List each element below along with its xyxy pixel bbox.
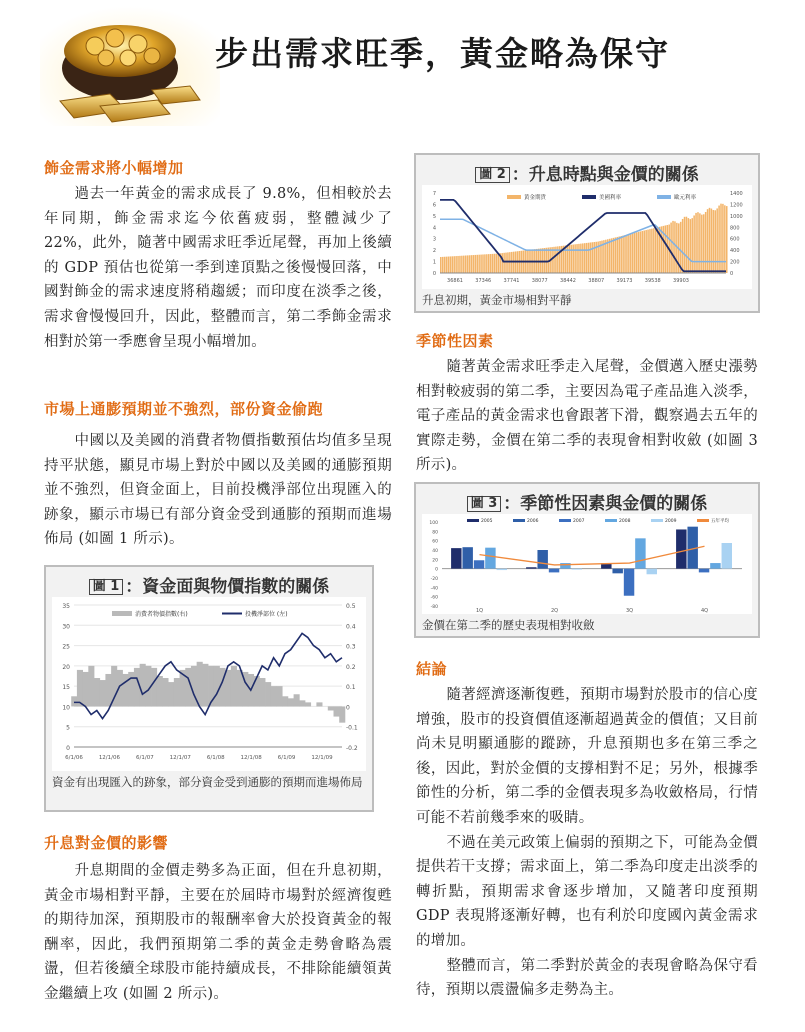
cpi-area-bar	[168, 682, 174, 706]
gold-futures-bar	[634, 233, 636, 273]
y-left-tick: 7	[432, 191, 436, 197]
cpi-area-bar	[282, 696, 288, 706]
x-tick: 2Q	[550, 608, 559, 614]
figure-number: 圖 3	[467, 496, 502, 512]
cpi-area-bar	[105, 674, 111, 706]
gold-futures-bar	[509, 252, 511, 273]
legend-label: 2008	[619, 519, 631, 524]
legend-label: 五年平均	[711, 519, 729, 524]
x-tick: 1Q	[475, 608, 484, 614]
y-right-tick: 0.1	[346, 684, 356, 692]
season-bar	[699, 569, 709, 573]
gold-futures-bar	[440, 257, 442, 273]
gold-futures-bar	[492, 254, 494, 273]
section-heading: 結論	[416, 660, 448, 678]
gold-futures-bar	[703, 214, 705, 273]
gold-futures-bar	[684, 217, 686, 273]
gold-futures-bar	[690, 219, 692, 273]
legend-label: 歐元利率	[674, 195, 697, 201]
fig3-chart	[422, 514, 752, 614]
gold-futures-bar	[607, 239, 609, 273]
legend-swatch	[507, 195, 521, 199]
section-paragraph: 隨著經濟逐漸復甦，預期市場對於股市的信心度增強，股市的投資價值逐漸超過黃金的價值；又目前尚未見明顯通膨的蹤跡，升息預期也多在第三季之後，因此，對於金價的支撐相對不足；另外，根據季節性的分析，第二季的金價表現多為收斂格局，行情可能不若前幾季來的吸睛。	[416, 687, 758, 826]
x-tick: 39903	[673, 278, 689, 284]
gold-futures-bar	[463, 256, 465, 273]
gold-futures-bar	[471, 255, 473, 273]
figure-title	[416, 489, 758, 514]
section-jewelry	[44, 157, 392, 354]
gold-futures-bar	[720, 204, 722, 273]
cpi-area-bar	[328, 706, 334, 710]
gold-futures-bar	[480, 255, 482, 273]
gold-futures-bar	[701, 215, 703, 273]
figure-caption: 升息初期，黃金市場相對平靜	[422, 293, 572, 307]
gold-futures-bar	[697, 212, 699, 273]
figure-title-text: ：季節性因素與金價的關係	[503, 494, 708, 514]
gold-futures-bar	[478, 255, 480, 273]
section-paragraph: 隨著黃金需求旺季走入尾聲，金價邁入歷史漲勢相對較疲弱的第二季，主要因為電子產品進入淡季，電子產品的黃金需求也會跟著下滑，觀察過去五年的實際走勢，金價在第二季的表現會相對收斂 (如圖 3 所示)。	[416, 359, 758, 474]
gold-futures-bar	[473, 255, 475, 273]
y-tick: -80	[430, 605, 438, 610]
x-tick: 6/1/09	[277, 755, 296, 761]
y-right-tick: -0.2	[346, 745, 358, 752]
season-bar	[676, 529, 686, 568]
x-tick: 38077	[531, 278, 548, 284]
y-left-tick: 30	[62, 623, 70, 631]
gold-futures-bar	[628, 234, 630, 273]
y-left-tick: 2	[432, 248, 436, 255]
y-right-tick: 0.5	[346, 603, 356, 610]
cpi-area-bar	[288, 698, 294, 706]
y-tick: 0	[435, 567, 438, 573]
section-heading: 季節性因素	[416, 332, 494, 350]
gold-futures-bar	[695, 213, 697, 273]
y-right-tick: 1200	[730, 202, 743, 209]
y-tick: 40	[432, 549, 438, 554]
gold-futures-bar	[605, 240, 607, 273]
figure-number: 圖 2	[475, 167, 510, 183]
gold-futures-bar	[617, 237, 619, 273]
y-left-tick: 10	[62, 704, 70, 712]
gold-futures-bar	[645, 230, 647, 273]
gold-futures-bar	[498, 254, 500, 273]
x-tick: 12/1/08	[240, 755, 262, 761]
gold-futures-bar	[450, 256, 452, 273]
section-conclusion	[416, 658, 758, 1003]
gold-futures-bar	[611, 238, 613, 273]
gold-futures-bar	[670, 223, 672, 273]
gold-futures-bar	[711, 209, 713, 273]
figure-title-text: ：升息時點與金價的關係	[511, 165, 699, 185]
gold-futures-bar	[655, 228, 657, 273]
legend-swatch	[559, 519, 571, 522]
gold-futures-bar	[476, 255, 478, 273]
page-title: 步出需求旺季，黃金略為保守	[215, 34, 670, 73]
gold-futures-bar	[582, 243, 584, 273]
y-left-tick: 5	[432, 213, 436, 220]
gold-futures-bar	[490, 254, 492, 273]
cpi-area-bar	[339, 706, 345, 722]
x-tick: 12/1/09	[311, 755, 333, 761]
x-tick: 39538	[644, 278, 661, 284]
legend-label: 美國利率	[599, 195, 622, 201]
section-paragraph: 升息期間的金價走勢多為正面，但在升息初期，黃金市場相對平靜，主要在於屆時市場對於經濟復甦的期待加深，預期股市的報酬率會大於投資黃金的報酬率，因此，我們預期第二季的黃金走勢會略為震盪，但若後續全球股市能持續成長，不排除能續領黃金繼續上攻 (如圖 2 所示)。	[44, 863, 392, 1002]
legend-swatch	[112, 611, 132, 616]
gold-futures-bar	[457, 256, 459, 273]
gold-futures-bar	[484, 254, 486, 273]
cpi-area-bar	[265, 682, 271, 706]
y-left-tick: 0	[432, 271, 436, 277]
legend-label: 投機淨部位 (左)	[245, 611, 288, 618]
cpi-area-bar	[225, 670, 231, 707]
gold-futures-bar	[496, 254, 498, 273]
legend-label: 2007	[573, 519, 585, 524]
gold-futures-bar	[503, 253, 505, 273]
gold-futures-bar	[482, 254, 484, 273]
gold-futures-bar	[622, 236, 624, 273]
figure-3	[414, 482, 760, 638]
gold-futures-bar	[594, 242, 596, 273]
gold-futures-bar	[572, 245, 574, 273]
gold-futures-bar	[578, 244, 580, 273]
gold-futures-bar	[569, 245, 571, 273]
y-right-tick: 200	[730, 259, 740, 266]
gold-futures-bar	[724, 205, 726, 273]
legend-swatch	[657, 195, 671, 199]
season-bar	[635, 538, 645, 568]
legend-label: 消費者物價指數(右)	[135, 611, 188, 618]
fig1-chart	[52, 597, 366, 771]
x-tick: 4Q	[700, 608, 709, 614]
legend-swatch	[582, 195, 596, 199]
gold-futures-bar	[469, 255, 471, 273]
x-tick: 38442	[560, 278, 576, 284]
section-heading: 升息對金價的影響	[44, 834, 169, 852]
gold-futures-bar	[488, 254, 490, 273]
figure-caption: 金價在第二季的歷史表現相對收斂	[422, 618, 595, 632]
gold-futures-bar	[726, 206, 728, 273]
y-right-tick: 600	[730, 236, 740, 243]
season-bar	[526, 567, 536, 568]
gold-futures-bar	[686, 217, 688, 273]
figure-caption: 資金有出現匯入的跡象，部分資金受到通膨的預期而進場佈局	[52, 775, 363, 789]
y-right-tick: 1000	[730, 213, 743, 220]
gold-futures-bar	[453, 256, 455, 273]
y-right-tick: 0	[346, 704, 350, 712]
section-paragraph: 整體而言，第二季對於黃金的表現會略為保守看待，預期以震盪偏多走勢為主。	[416, 957, 758, 999]
gold-futures-bar	[620, 236, 622, 273]
gold-futures-bar	[643, 231, 645, 273]
y-left-tick: 1	[432, 259, 436, 266]
cpi-area-bar	[157, 676, 163, 706]
y-tick: 100	[429, 521, 438, 526]
cpi-area-bar	[117, 670, 123, 707]
y-left-tick: 15	[62, 684, 70, 692]
gold-futures-bar	[507, 252, 509, 273]
y-left-tick: 6	[432, 202, 436, 209]
legend-swatch	[605, 519, 617, 522]
cpi-area-bar	[83, 672, 89, 706]
x-tick: 12/1/06	[98, 755, 121, 761]
x-tick: 6/1/08	[206, 755, 225, 761]
gold-futures-bar	[630, 234, 632, 273]
gold-futures-bar	[580, 244, 582, 273]
gold-futures-bar	[501, 253, 503, 273]
gold-futures-bar	[576, 244, 578, 273]
x-tick: 38807	[588, 278, 605, 284]
gold-futures-bar	[657, 227, 659, 273]
y-right-tick: 0.4	[346, 623, 356, 631]
season-bar	[612, 569, 622, 574]
season-bar	[549, 569, 559, 573]
fig2-chart	[422, 185, 752, 289]
gold-futures-bar	[590, 242, 592, 273]
cpi-area-bar	[151, 668, 157, 707]
gold-futures-bar	[486, 254, 488, 273]
gold-futures-bar	[592, 242, 594, 273]
five-year-average-line	[480, 546, 705, 565]
gold-futures-bar	[718, 206, 720, 273]
gold-futures-bar	[494, 254, 496, 273]
cpi-area-bar	[88, 666, 94, 707]
gold-futures-bar	[626, 235, 628, 273]
gold-futures-bar	[699, 213, 701, 273]
y-right-tick: 1400	[730, 191, 743, 197]
cpi-area-bar	[100, 680, 106, 706]
section-inflation	[44, 398, 392, 552]
legend-swatch	[651, 519, 663, 522]
gold-futures-bar	[674, 221, 676, 273]
y-left-tick: 3	[432, 236, 436, 243]
x-tick: 37741	[503, 278, 520, 284]
cpi-area-bar	[71, 696, 77, 706]
cpi-area-bar	[123, 674, 129, 706]
gold-futures-bar	[613, 238, 615, 273]
gold-futures-bar	[709, 208, 711, 273]
cpi-area-bar	[299, 700, 305, 706]
section-heading: 飾金需求將小幅增加	[44, 159, 184, 177]
season-bar	[624, 569, 634, 596]
legend-label: 黃金期貨	[524, 195, 547, 201]
y-right-tick: -0.1	[346, 724, 358, 732]
gold-futures-bar	[446, 257, 448, 273]
season-bar	[572, 569, 582, 570]
gold-futures-bar	[661, 226, 663, 273]
cpi-area-bar	[231, 666, 237, 707]
cpi-area-bar	[214, 666, 220, 707]
season-bar	[560, 563, 570, 569]
legend-swatch	[697, 519, 709, 522]
y-tick: 20	[432, 558, 438, 564]
gold-futures-bar	[442, 257, 444, 273]
cpi-area-bar	[77, 670, 83, 707]
gold-futures-bar	[640, 231, 642, 273]
gold-futures-bar	[609, 239, 611, 273]
gold-futures-bar	[465, 256, 467, 273]
gold-futures-bar	[665, 225, 667, 273]
section-rate	[44, 832, 392, 1007]
season-bar	[722, 543, 732, 569]
season-bar	[474, 560, 484, 568]
legend-label: 2009	[665, 519, 677, 524]
section-paragraph: 過去一年黃金的需求成長了 9.8%，但相較於去年同期，飾金需求迄今依舊疲弱，整體減少了 22%，此外，隨著中國需求旺季近尾聲，再加上後續的 GDP 預估也從第一季到達頂點之後慢慢回落，中國對飾金的需求速度將稍趨緩；而印度在淡季之後，需求會慢慢回升，因此，整體而言，第二季飾金需求相對於第一季應會呈現小幅增加。	[44, 186, 392, 350]
figure-title-text: ：資金面與物價指數的關係	[125, 577, 330, 597]
section-paragraph: 不過在美元政策上偏弱的預期之下，可能為金價提供若干支撐；需求面上，第二季為印度走出淡季的轉折點，預期需求會逐步增加，又隨著印度預期 GDP 表現將逐漸好轉，也有利於印度國內黃金需求的增加。	[416, 834, 758, 949]
gold-bowl-image	[40, 6, 220, 126]
cpi-area-bar	[237, 670, 243, 707]
section-seasonal	[416, 330, 758, 478]
cpi-area-bar	[294, 694, 300, 706]
y-tick: 80	[432, 530, 438, 536]
x-tick: 36861	[447, 278, 463, 284]
cpi-area-bar	[305, 702, 311, 706]
cpi-area-bar	[276, 686, 282, 706]
y-right-tick: 800	[730, 225, 740, 232]
section-paragraph: 中國以及美國的消費者物價指數預估均值多呈現持平狀態，顯見市場上對於中國以及美國的通膨預期並不強烈，但資金面上，目前投機淨部位出現匯入的跡象，顯示市場已有部分資金受到通膨的預期而進場佈局 (如圖 1 所示)。	[44, 433, 392, 548]
figure-title	[46, 572, 372, 597]
gold-futures-bar	[632, 233, 634, 273]
gold-futures-bar	[638, 232, 640, 273]
cpi-area-bar	[202, 664, 208, 707]
gold-futures-bar	[571, 245, 573, 273]
y-tick: -60	[430, 595, 438, 601]
y-left-tick: 4	[432, 225, 436, 232]
y-left-tick: 35	[62, 603, 70, 610]
y-tick: 60	[432, 539, 438, 545]
season-bar	[497, 569, 507, 570]
cpi-area-bar	[271, 686, 277, 706]
season-bar	[485, 548, 495, 569]
gold-futures-bar	[615, 237, 617, 273]
gold-futures-bar	[505, 253, 507, 273]
y-right-tick: 0	[730, 271, 734, 277]
season-bar	[647, 569, 657, 575]
legend-swatch	[513, 519, 525, 522]
cpi-area-bar	[197, 662, 203, 707]
season-bar	[451, 548, 461, 569]
cpi-area-bar	[334, 706, 340, 716]
gold-futures-bar	[588, 243, 590, 273]
cpi-area-bar	[94, 678, 100, 706]
figure-title	[416, 160, 758, 185]
gold-futures-bar	[546, 248, 548, 273]
figure-1	[44, 565, 374, 812]
gold-futures-bar	[691, 218, 693, 273]
cpi-area-bar	[259, 678, 265, 706]
x-tick: 6/1/07	[136, 755, 154, 761]
gold-futures-bar	[672, 221, 674, 273]
gold-futures-bar	[448, 257, 450, 273]
cpi-area-bar	[128, 672, 134, 706]
section-heading: 市場上通膨預期並不強烈，部份資金偷跑	[44, 400, 324, 418]
gold-futures-bar	[475, 255, 477, 273]
gold-futures-bar	[666, 225, 668, 273]
y-right-tick: 400	[730, 248, 740, 255]
gold-futures-bar	[716, 208, 718, 273]
x-tick: 12/1/07	[169, 755, 191, 761]
cpi-area-bar	[174, 678, 180, 706]
gold-futures-bar	[542, 248, 544, 273]
x-tick: 6/1/06	[65, 755, 83, 761]
gold-futures-bar	[467, 255, 469, 273]
y-left-tick: 5	[66, 724, 70, 732]
gold-futures-bar	[705, 212, 707, 273]
season-bar	[710, 563, 720, 569]
gold-futures-bar	[707, 209, 709, 273]
gold-futures-bar	[651, 229, 653, 273]
gold-futures-bar	[574, 244, 576, 273]
gold-futures-bar	[444, 257, 446, 273]
gold-futures-bar	[455, 256, 457, 273]
gold-futures-bar	[636, 232, 638, 273]
gold-futures-bar	[461, 256, 463, 273]
season-bar	[462, 547, 472, 568]
gold-futures-bar	[619, 236, 621, 273]
gold-futures-bar	[459, 256, 461, 273]
y-left-tick: 25	[62, 643, 70, 651]
y-right-tick: 0.3	[346, 643, 356, 651]
gold-futures-bar	[714, 210, 716, 273]
x-tick: 37346	[475, 278, 492, 284]
gold-futures-bar	[722, 204, 724, 273]
gold-futures-bar	[586, 243, 588, 273]
gold-futures-bar	[452, 256, 454, 273]
gold-futures-bar	[584, 243, 586, 273]
gold-futures-bar	[682, 219, 684, 273]
y-tick: -20	[430, 577, 438, 582]
x-tick: 3Q	[625, 608, 634, 614]
gold-futures-bar	[653, 228, 655, 273]
gold-futures-bar	[647, 230, 649, 273]
season-bar	[537, 550, 547, 569]
cpi-area-bar	[316, 702, 322, 706]
legend-swatch	[467, 519, 479, 522]
y-right-tick: 0.2	[346, 663, 356, 671]
gold-futures-bar	[649, 229, 651, 273]
y-left-tick: 0	[66, 745, 70, 752]
cpi-area-bar	[140, 664, 146, 707]
y-tick: -40	[430, 586, 438, 592]
gold-futures-bar	[624, 235, 626, 273]
gold-futures-bar	[642, 231, 644, 273]
gold-futures-bar	[713, 210, 715, 273]
x-tick: 39173	[616, 278, 633, 284]
legend-label: 2005	[481, 519, 493, 524]
figure-2	[414, 153, 760, 313]
gold-futures-bar	[544, 248, 546, 273]
cpi-area-bar	[111, 666, 117, 707]
gold-futures-bar	[688, 218, 690, 273]
gold-futures-bar	[693, 215, 695, 273]
y-left-tick: 20	[62, 663, 70, 671]
figure-number: 圖 1	[89, 579, 124, 595]
cpi-area-bar	[162, 678, 168, 706]
legend-label: 2006	[527, 519, 539, 524]
